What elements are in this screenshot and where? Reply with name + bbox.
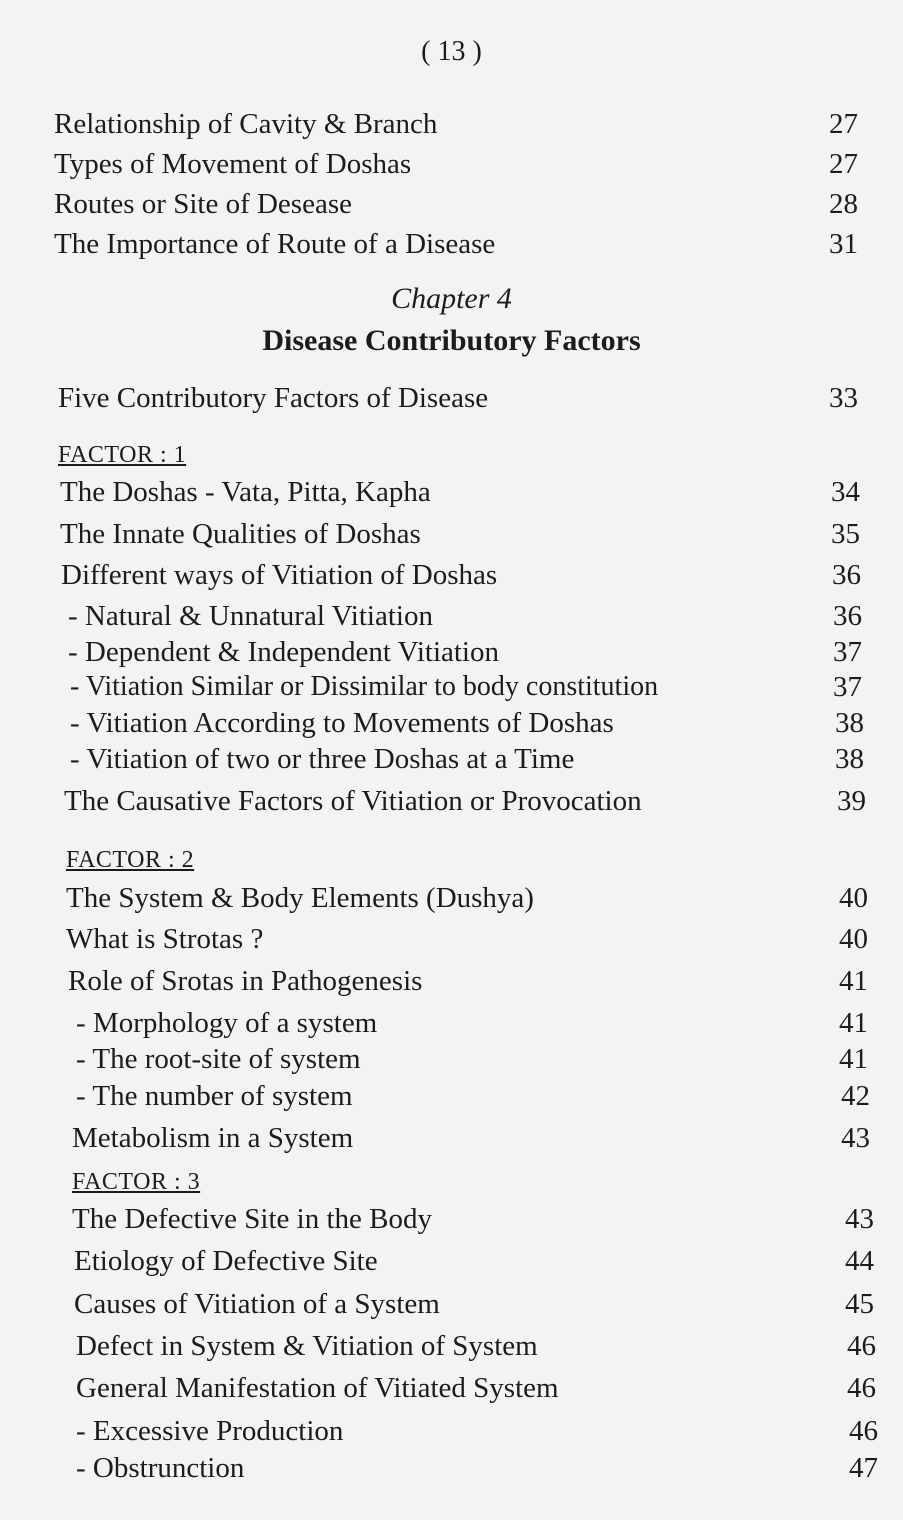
- toc-entry: [60, 474, 860, 510]
- entry-title: - The root-site of system: [76, 1043, 361, 1075]
- entry-title: The Innate Qualities of Doshas: [60, 518, 421, 550]
- entry-title: Different ways of Vitiation of Doshas: [61, 559, 498, 591]
- page-number: ( 13 ): [421, 36, 482, 67]
- toc-entry: [76, 1370, 876, 1406]
- entry-page: 27: [829, 148, 858, 180]
- entry-page: 37: [833, 636, 862, 668]
- entry-page: 46: [849, 1415, 878, 1447]
- entry-title: Relationship of Cavity & Branch: [54, 108, 438, 140]
- entry-title: - Vitiation of two or three Doshas at a Time: [70, 743, 575, 775]
- entry-page: 36: [832, 559, 861, 591]
- entry-title: - Obstrunction: [76, 1452, 245, 1484]
- entry-page: 33: [829, 382, 858, 414]
- entry-title: The Doshas - Vata, Pitta, Kapha: [60, 476, 431, 508]
- toc-entry: [54, 186, 858, 222]
- entry-page: 43: [845, 1203, 874, 1235]
- entry-page: 42: [841, 1080, 870, 1112]
- entry-title: Defect in System & Vitiation of System: [76, 1330, 538, 1362]
- entry-page: 35: [831, 518, 860, 550]
- entry-title: - Vitiation Similar or Dissimilar to body constitution: [70, 671, 659, 702]
- toc-entry: [54, 226, 858, 262]
- entry-page: 40: [839, 882, 868, 914]
- toc-entry: [76, 1450, 878, 1486]
- toc-entry: [68, 963, 868, 999]
- entry-title: Causes of Vitiation of a System: [74, 1288, 440, 1320]
- entry-title: General Manifestation of Vitiated System: [76, 1372, 559, 1404]
- toc-entry: [54, 146, 858, 182]
- entry-page: 36: [833, 600, 862, 632]
- toc-entry: [76, 1041, 868, 1077]
- entry-page: 31: [829, 228, 858, 260]
- entry-title: - The number of system: [76, 1080, 353, 1112]
- toc-entry: [72, 1201, 874, 1237]
- toc-entry: [70, 669, 862, 705]
- toc-entry: [66, 880, 868, 916]
- entry-page: 47: [849, 1452, 878, 1484]
- toc-entry: [68, 598, 862, 634]
- factor-heading: FACTOR : 1: [58, 442, 187, 468]
- toc-entry: [54, 106, 858, 142]
- entry-title: Types of Movement of Doshas: [54, 148, 412, 180]
- toc-entry: [74, 1286, 874, 1322]
- entry-page: 44: [845, 1245, 874, 1277]
- toc-entry: [72, 1120, 870, 1156]
- chapter-title: Disease Contributory Factors: [262, 324, 641, 357]
- entry-page: 34: [831, 476, 860, 508]
- entry-title: - Natural & Unnatural Vitiation: [68, 600, 433, 632]
- entry-title: Routes or Site of Desease: [54, 188, 352, 220]
- entry-page: 43: [841, 1122, 870, 1154]
- toc-entry: [76, 1005, 868, 1041]
- toc-entry: [70, 741, 864, 777]
- entry-title: - Excessive Production: [76, 1415, 344, 1447]
- entry-title: Role of Srotas in Pathogenesis: [68, 965, 423, 997]
- entry-title: The System & Body Elements (Dushya): [66, 882, 534, 914]
- toc-entry: [61, 557, 861, 593]
- entry-page: 37: [833, 671, 862, 703]
- toc-entry: [66, 921, 868, 957]
- entry-title: The Causative Factors of Vitiation or Provocation: [64, 785, 642, 817]
- entry-page: 38: [835, 743, 864, 775]
- entry-title: The Importance of Route of a Disease: [54, 228, 496, 260]
- chapter-label: Chapter 4: [391, 282, 512, 315]
- entry-page: 46: [847, 1330, 876, 1362]
- toc-entry: [76, 1328, 876, 1364]
- factor-heading: FACTOR : 3: [72, 1169, 201, 1195]
- entry-page: 27: [829, 108, 858, 140]
- entry-title: What is Strotas ?: [66, 923, 264, 955]
- entry-title: Metabolism in a System: [72, 1122, 354, 1154]
- toc-entry: [76, 1413, 878, 1449]
- toc-entry: [70, 705, 864, 741]
- toc-entry: [74, 1243, 874, 1279]
- entry-title: - Dependent & Independent Vitiation: [68, 636, 499, 668]
- toc-entry: [60, 516, 860, 552]
- entry-page: 46: [847, 1372, 876, 1404]
- entry-title: - Morphology of a system: [76, 1007, 378, 1039]
- toc-entry: [64, 783, 866, 819]
- toc-entry: [58, 380, 858, 416]
- toc-entry: [68, 634, 862, 670]
- entry-page: 41: [839, 965, 868, 997]
- entry-title: The Defective Site in the Body: [72, 1203, 432, 1235]
- entry-page: 40: [839, 923, 868, 955]
- entry-page: 28: [829, 188, 858, 220]
- entry-title: - Vitiation According to Movements of Doshas: [70, 707, 614, 739]
- entry-page: 39: [837, 785, 866, 817]
- factor-heading: FACTOR : 2: [66, 847, 195, 873]
- entry-page: 45: [845, 1288, 874, 1320]
- entry-page: 41: [839, 1043, 868, 1075]
- entry-page: 38: [835, 707, 864, 739]
- toc-entry: [76, 1078, 870, 1114]
- entry-title: Etiology of Defective Site: [74, 1245, 378, 1277]
- entry-page: 41: [839, 1007, 868, 1039]
- entry-title: Five Contributory Factors of Disease: [58, 382, 489, 414]
